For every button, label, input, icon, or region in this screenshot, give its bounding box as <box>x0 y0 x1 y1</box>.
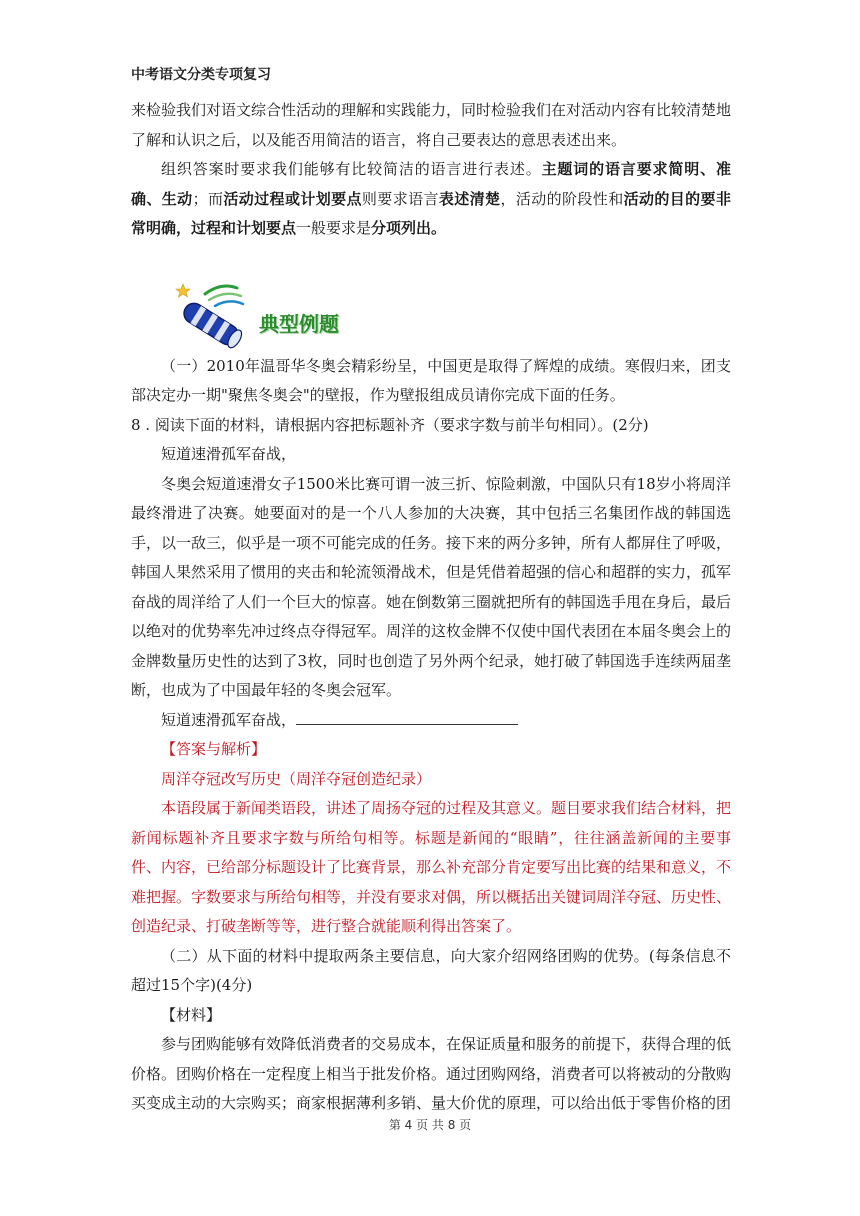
answer-analysis: 本语段属于新闻类语段，讲述了周扬夺冠的过程及其意义。题目要求我们结合材料，把新闻标题补齐且要求字数与所给句相等。标题是新闻的“眼睛”，往往涵盖新闻的主要事件、内容，已给部分标题设计了比赛背景，那么补充部分肯定要写出比赛的结果和意义，不难把握。字数要求与所给句相等，并没有要求对偶，所以概括出关键词周洋夺冠、历史性、创造纪录、打破垄断等等，进行整合就能顺利得出答案了。 <box>131 799 732 935</box>
intro-paragraph-1: 来检验我们对语文综合性活动的理解和实践能力，同时检验我们在对活动内容有比较清楚地了解和认识之后，以及能否用简洁的语言，将自己要表达的意思表述出来。 <box>131 101 732 149</box>
answer-blank[interactable] <box>296 708 518 725</box>
shuttlecock-icon <box>175 280 251 350</box>
answer-text: 周洋夺冠改写历史（周洋夺冠创造纪录） <box>161 769 432 788</box>
intro-paragraph-2: 组织答案时要求我们能够有比较简洁的语言进行表述。主题词的语言要求简明、准确、生动；而活动过程或计划要点则要求语言表述清楚，活动的阶段性和活动的目的要非常明确，过程和计划要点一般要求是分项列出。 <box>131 160 731 237</box>
answer-label: 【答案与解析】 <box>161 740 267 758</box>
page-header: 中考语文分类专项复习 <box>131 67 271 83</box>
page-footer: 第 4 页 共 8 页 <box>388 1118 472 1132</box>
material-label: 【材料】 <box>161 1005 222 1024</box>
section-heading <box>131 288 731 352</box>
question-8-prompt: 8 . 阅读下面的材料，请根据内容把标题补齐（要求字数与前半句相同）。(2分) <box>131 415 649 434</box>
question-2-intro: （二）从下面的材料中提取两条主要信息，向大家介绍网络团购的优势。(每条信息不超过15个字)(4分) <box>131 946 731 994</box>
page-content <box>131 96 731 1119</box>
section-title: 典型例题 <box>259 311 339 336</box>
headline-start: 短道速滑孤军奋战， <box>161 445 297 463</box>
material-text: 参与团购能够有效降低消费者的交易成本，在保证质量和服务的前提下，获得合理的低价格。团购价格在一定程度上相当于批发价格。通过团购网络，消费者可以将被动的分散购买变成主动的大宗购买；商家根据薄利多销、量大价优的原理，可以给出低于零售价格的团 <box>131 1035 732 1112</box>
headline-fill-line: 短道速滑孤军奋战， <box>131 706 731 736</box>
question-1-intro: （一）2010年温哥华冬奥会精彩纷呈，中国更是取得了辉煌的成绩。寒假归来，团支部决定办一期"聚焦冬奥会"的壁报，作为壁报组成员请你完成下面的任务。 <box>131 356 731 404</box>
news-passage: 冬奥会短道速滑女子1500米比赛可谓一波三折、惊险刺激，中国队只有18岁小将周洋最终滑进了决赛。她要面对的是一个八人参加的大决赛，其中包括三名集团作战的韩国选手，以一敌三，似乎是一项不可能完成的任务。接下来的两分多钟，所有人都屏住了呼吸，韩国人果然采用了惯用的夹击和轮流领滑战术，但是凭借着超强的信心和超群的实力，孤军奋战的周洋给了人们一个巨大的惊喜。她在倒数第三圈就把所有的韩国选手甩在身后，最后以绝对的优势率先冲过终点夺得冠军。周洋的这枚金牌不仅使中国代表团在本届冬奥会上的金牌数量历史性的达到了3枚，同时也创造了另外两个纪录，她打破了韩国选手连续两届垄断，也成为了中国最年轻的冬奥会冠军。 <box>131 474 732 699</box>
